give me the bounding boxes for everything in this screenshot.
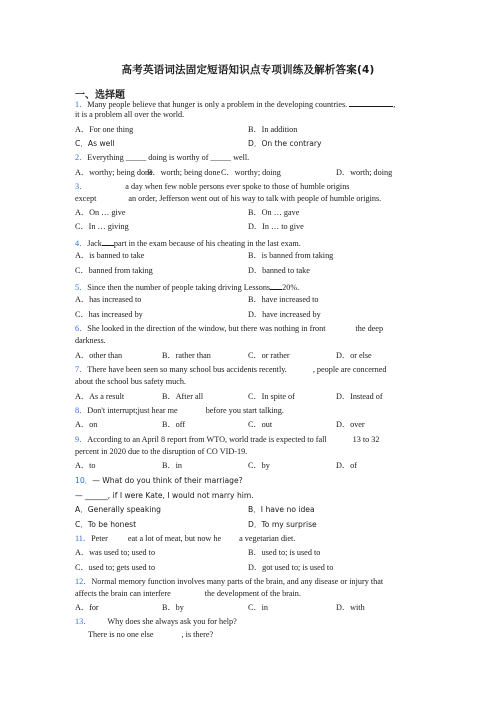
- answer-blank: [270, 281, 282, 290]
- option-c[interactable]: C．used to; gets used to: [75, 563, 156, 572]
- option-c[interactable]: C．banned from taking: [75, 266, 153, 275]
- option-c[interactable]: C．in: [248, 603, 269, 612]
- option-a[interactable]: A．on: [75, 420, 98, 429]
- option-d[interactable]: D．Instead of: [336, 392, 383, 401]
- question-3: 3． a day when few noble persons ever spoke to those of humble origins: [75, 182, 350, 191]
- option-b[interactable]: B．In addition: [248, 125, 298, 134]
- option-a[interactable]: A．As a result: [75, 392, 125, 401]
- option-c[interactable]: C．To be honest: [75, 520, 137, 529]
- option-a[interactable]: A．for: [75, 603, 99, 612]
- option-a[interactable]: A．On … give: [75, 208, 126, 217]
- option-d[interactable]: D．with: [336, 603, 365, 612]
- question-9: 9．According to an April 8 report from WTO, world trade is expected to fall 13 to 32: [75, 435, 380, 444]
- page-title: 高考英语词法固定短语知识点专项训练及解析答案(4): [121, 64, 375, 76]
- option-b[interactable]: B．by: [162, 603, 184, 612]
- question-5: 5．Since then the number of people taking driving Lessons 20%.: [75, 283, 300, 292]
- answer-blank: [102, 237, 114, 246]
- option-a[interactable]: A．has increased to: [75, 295, 142, 304]
- question-8: 8．Don't interrupt;just hear me before you start talking.: [75, 406, 284, 415]
- option-a[interactable]: A．For one thing: [75, 125, 134, 134]
- option-c[interactable]: C．out: [248, 420, 273, 429]
- question-11: 11．Peter eat a lot of meat, but now he a vegetarian diet.: [75, 534, 296, 543]
- option-c[interactable]: C．worthy; doing: [221, 168, 281, 177]
- option-c[interactable]: C．In spite of: [248, 392, 295, 401]
- option-a[interactable]: A．Generally speaking: [75, 505, 161, 514]
- option-c[interactable]: C．In … giving: [75, 222, 129, 231]
- option-b[interactable]: B．is banned from taking: [248, 251, 334, 260]
- option-c[interactable]: C．or rather: [248, 351, 290, 360]
- option-d[interactable]: D．To my surprise: [248, 520, 317, 529]
- option-a[interactable]: A．other than: [75, 351, 123, 360]
- question-10-line2: — ______, if I were Kate, I would not marry him.: [75, 491, 254, 500]
- option-d[interactable]: D．In … to give: [248, 222, 304, 231]
- option-a[interactable]: A．was used to; used to: [75, 548, 156, 557]
- question-1-line2: it is a problem all over the world.: [75, 110, 185, 119]
- question-1: 1．Many people believe that hunger is only a problem in the developing countries. ,: [75, 100, 396, 109]
- option-d[interactable]: D．over: [336, 420, 365, 429]
- section-heading: 一、选择题: [75, 90, 125, 101]
- option-c[interactable]: C．by: [248, 461, 270, 470]
- question-13: 13． Why does she always ask you for help?: [75, 617, 237, 626]
- option-b[interactable]: B．rather than: [162, 351, 211, 360]
- option-b[interactable]: B．On … gave: [248, 208, 300, 217]
- question-4: 4．Jack part in the exam because of his cheating in the last exam.: [75, 239, 301, 248]
- question-12: 12．Normal memory function involves many parts of the brain, and any disease or injury that: [75, 577, 384, 586]
- option-c[interactable]: C．has increased by: [75, 310, 143, 319]
- option-a[interactable]: A．worthy; being done: [75, 168, 153, 177]
- option-a[interactable]: A．is banned to take: [75, 251, 145, 260]
- question-2: 2．Everything _____ doing is worthy of _____ well.: [75, 153, 250, 162]
- option-b[interactable]: B．worth; being done: [147, 168, 221, 177]
- option-c[interactable]: C．As well: [75, 139, 115, 148]
- question-6-line2: darkness.: [75, 336, 106, 345]
- question-7-line2: about the school bus safety much.: [75, 377, 186, 386]
- option-d[interactable]: D．or else: [336, 351, 372, 360]
- question-7: 7．There have been seen so many school bus accidents recently. , people are concerned: [75, 365, 387, 374]
- question-13-line2: There is no one else , is there?: [88, 630, 214, 639]
- question-3-line2: except an order, Jefferson went out of his way to talk with people of humble origins.: [75, 194, 382, 203]
- option-d[interactable]: D．banned to take: [248, 266, 310, 275]
- option-b[interactable]: B．in: [162, 461, 183, 470]
- option-d[interactable]: D．of: [336, 461, 357, 470]
- question-number: 1．: [75, 100, 88, 109]
- option-d[interactable]: D．have increased by: [248, 310, 321, 319]
- question-9-line2: percent in 2020 due to the disruption of CO VID-19.: [75, 447, 248, 456]
- option-b[interactable]: B．After all: [162, 392, 204, 401]
- question-text: Many people believe that hunger is only a problem in the developing countries.: [87, 100, 348, 109]
- option-d[interactable]: D．worth; doing: [336, 168, 393, 177]
- option-a[interactable]: A．to: [75, 461, 96, 470]
- option-b[interactable]: B．off: [162, 420, 186, 429]
- question-12-line2: affects the brain can interfere the development of the brain.: [75, 589, 301, 598]
- question-10: 10．— What do you think of their marriage?: [75, 476, 243, 485]
- answer-blank: [349, 98, 393, 107]
- question-6: 6．She looked in the direction of the window, but there was nothing in front the deep: [75, 324, 384, 333]
- option-d[interactable]: D．On the contrary: [248, 139, 322, 148]
- option-b[interactable]: B．I have no idea: [248, 505, 315, 514]
- option-d[interactable]: D．got used to; is used to: [248, 563, 334, 572]
- option-b[interactable]: B．have increased to: [248, 295, 319, 304]
- option-b[interactable]: B．used to; is used to: [248, 548, 321, 557]
